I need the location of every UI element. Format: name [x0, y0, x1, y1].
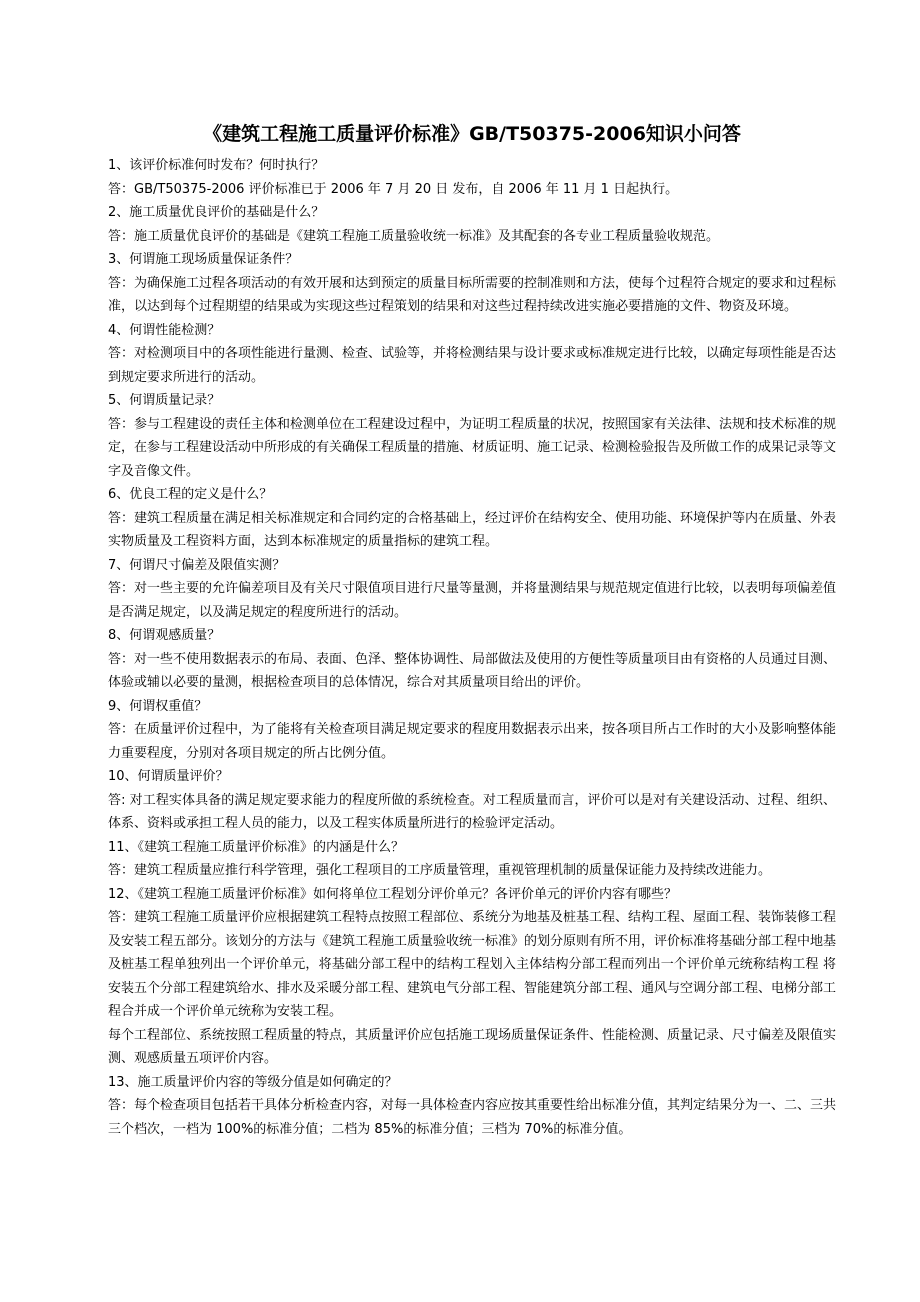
question-4: 4、何谓性能检测？	[108, 322, 221, 338]
qa-item-1	[108, 154, 836, 201]
answer-6: 答：建筑工程质量在满足相关标准规定和合同约定的合格基础上，经过评价在结构安全、使用功能、环境保护等内在质量、外表实物质量及工程资料方面，达到本标准规定的质量指标的建筑工程。	[108, 510, 837, 549]
question-8: 8、何谓观感质量？	[108, 628, 221, 643]
qa-item-5	[108, 389, 836, 483]
qa-item-10	[108, 765, 836, 836]
question-6: 6、优良工程的定义是什么？	[108, 487, 273, 502]
answer-9: 答：在质量评价过程中，为了能将有关检查项目满足规定要求的程度用数据表示出来，按各项目所占工作时的大小及影响整体能力重要程度，分别对各项目规定的所占比例分值。	[108, 722, 837, 761]
question-12: 12、《建筑工程施工质量评价标准》如何将单位工程划分评价单元？各评价单元的评价内容有哪些？	[108, 886, 678, 902]
answer-1: 答：GB/T50375-2006 评价标准已于 2006 年 7 月 20 日 发布，自 2006 年 11 月 1 日起执行。	[108, 181, 679, 197]
question-7: 7、何谓尺寸偏差及限值实测？	[108, 557, 286, 573]
answer-11: 答：建筑工程质量应推行科学管理，强化工程项目的工序质量管理，重视管理机制的质量保证能力及持续改进能力。	[108, 863, 772, 878]
question-10: 10、何谓质量评价？	[108, 769, 229, 784]
answer-10: 答: 对工程实体具备的满足规定要求能力的程度所做的系统检查。对工程质量而言，评价可以是对有关建设活动、过程、组织、体系、资料或承担工程人员的能力，以及工程实体质量所进行的检验评定活动。	[108, 792, 836, 831]
qa-item-11	[108, 836, 836, 883]
answer-12-continued: 每个工程部位、系统按照工程质量的特点，其质量评价应包括施工现场质量保证条件、性能检测、质量记录、尺寸偏差及限值实测、观感质量五项评价内容。	[108, 1027, 837, 1066]
document-title: 《建筑工程施工质量评价标准》GB/T50375-2006知识小问答	[203, 123, 741, 145]
question-2: 2、施工质量优良评价的基础是什么？	[108, 205, 325, 220]
qa-item-13	[108, 1071, 836, 1142]
answer-7: 答：对一些主要的允许偏差项目及有关尺寸限值项目进行尺量等量测，并将量测结果与规范规定值进行比较，以表明每项偏差值是否满足规定，以及满足规定的程度所进行的活动。	[108, 581, 837, 620]
question-1: 1、该评价标准何时发布？何时执行？	[108, 158, 325, 173]
answer-3: 答：为确保施工过程各项活动的有效开展和达到预定的质量目标所需要的控制准则和方法，使每个过程符合规定的要求和过程标准，以达到每个过程期望的结果或为实现这些过程策划的结果和对这些过程持续改进实施必要措施的文件、物资及环境。	[108, 275, 837, 314]
question-5: 5、何谓质量记录？	[108, 393, 221, 408]
question-9: 9、何谓权重值？	[108, 698, 208, 714]
qa-item-6	[108, 483, 836, 554]
answer-2: 答：施工质量优良评价的基础是《建筑工程施工质量验收统一标准》及其配套的各专业工程质量验收规范。	[108, 228, 720, 244]
answer-13: 答：每个检查项目包括若干具体分析检查内容，对每一具体检查内容应按其重要性给出标准分值，其判定结果分为一、二、三共三个档次，一档为 100%的标准分值；二档为 85%的标准分值；三档为 70%的标准分值。	[108, 1098, 837, 1137]
question-3: 3、何谓施工现场质量保证条件？	[108, 252, 299, 267]
qa-item-9	[108, 695, 836, 766]
answer-8: 答：对一些不使用数据表示的布局、表面、色泽、整体协调性、局部做法及使用的方便性等质量项目由有资格的人员通过目测、体验或辅以必要的量测，根据检查项目的总体情况，综合对其质量项目给出的评价。	[108, 651, 837, 690]
qa-item-3	[108, 248, 836, 319]
document-page	[108, 118, 836, 1141]
qa-item-4	[108, 319, 836, 390]
answer-4: 答：对检测项目中的各项性能进行量测、检查、试验等，并将检测结果与设计要求或标准规定进行比较，以确定每项性能是否达到规定要求所进行的活动。	[108, 346, 837, 385]
qa-item-12	[108, 883, 836, 1071]
qa-item-8	[108, 624, 836, 695]
qa-item-2	[108, 201, 836, 248]
question-11: 11、《建筑工程施工质量评价标准》的内涵是什么？	[108, 839, 405, 855]
question-13: 13、施工质量评价内容的等级分值是如何确定的？	[108, 1074, 398, 1090]
qa-item-7	[108, 554, 836, 625]
answer-5: 答：参与工程建设的责任主体和检测单位在工程建设过程中，为证明工程质量的状况，按照国家有关法律、法规和技术标准的规定，在参与工程建设活动中所形成的有关确保工程质量的措施、材质证明、施工记录、检测检验报告及所做工作的成果记录等文字及音像文件。	[108, 416, 837, 479]
answer-12: 答：建筑工程施工质量评价应根据建筑工程特点按照工程部位、系统分为地基及桩基工程、结构工程、屋面工程、装饰装修工程及安装工程五部分。该划分的方法与《建筑工程施工质量验收统一标准》的划分原则有所不用，评价标准将基础分部工程中地基及桩基工程单独列出一个评价单元，将基础分部工程中的结构工程划入主体结构分部工程而列出一个评价单元统称结构工程 将安装五个分部工程建筑给水、排水及采暖分部工程、建筑电气分部工程、智能建筑分部工程、通风与空调分部工程、电梯分部工程合并成一个评价单元统称为安装工程。	[108, 910, 837, 1019]
